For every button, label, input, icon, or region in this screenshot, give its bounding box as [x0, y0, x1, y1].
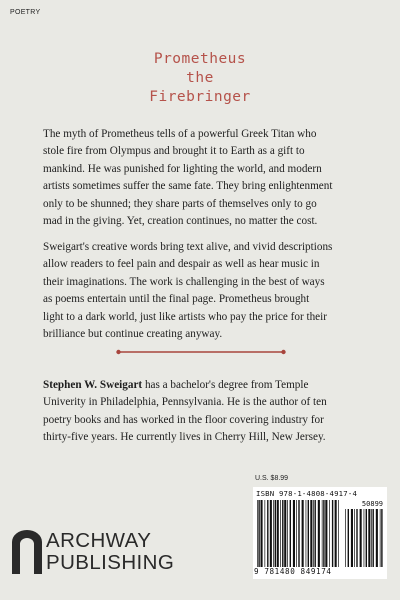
blurb-paragraph-2	[43, 239, 361, 343]
text-line: as poems entertain until the final page. Prometheus brought	[43, 293, 310, 306]
barcode	[253, 487, 387, 579]
ean-number: 9 781480 849174	[254, 567, 332, 576]
isbn-number: ISBN 978-1-4808-4917-4	[256, 489, 358, 498]
title-line: Prometheus	[153, 51, 247, 67]
author-bio	[43, 377, 361, 447]
book-title	[0, 50, 400, 107]
text-line: The myth of Prometheus tells of a powerful Greek Titan who	[43, 128, 317, 140]
text-line: Sweigart's creative words bring text alive, and vivid descriptions	[43, 241, 333, 253]
publisher-logo-icon	[12, 530, 42, 574]
text-line: thirty-five years. He currently lives in Cherry Hill, New Jersey.	[43, 431, 326, 444]
text-line: their imaginations. The work is challenging in the best of ways	[43, 275, 325, 288]
publisher-name-line2: PUBLISHING	[46, 551, 175, 574]
publisher-name-line1: ARCHWAY	[46, 529, 152, 552]
ornamental-divider	[116, 349, 286, 355]
text-line: stole fire from Olympus and brought it to Earth as a gift to	[43, 145, 305, 158]
text-line: mankind. He was punished for lighting the world, and modern	[43, 162, 322, 175]
price-label: U.S. $8.99	[255, 475, 289, 482]
text-line: poetry books and has worked in the floor covering industry for	[43, 413, 324, 426]
text-line: artists sometimes suffer the same fate. They bring enlightenment	[43, 180, 333, 193]
text-line: brilliance but continue creating anyway.	[43, 328, 223, 341]
text-line: Univerity in Philadelphia, Pennsylvania. He is the author of ten	[43, 396, 327, 409]
author-name: Stephen W. Sweigart	[43, 379, 143, 391]
text-line: mad in the giving. Yet, creation continues, no matter the cost.	[43, 215, 318, 228]
title-line: Firebringer	[149, 89, 251, 105]
text-line: allow readers to feel pain and despair as well as hear music in	[43, 258, 320, 271]
text-line: light to a dark world, just like artists who pay the price for their	[43, 310, 327, 323]
blurb-paragraph-1	[43, 126, 361, 230]
price-code: 50899	[361, 500, 383, 508]
genre-label: POETRY	[10, 9, 41, 16]
text-line: only to be shunned; they share parts of themselves only to go	[43, 197, 317, 210]
text-line: has a bachelor's degree from Temple	[142, 379, 309, 391]
title-line: the	[186, 70, 214, 86]
